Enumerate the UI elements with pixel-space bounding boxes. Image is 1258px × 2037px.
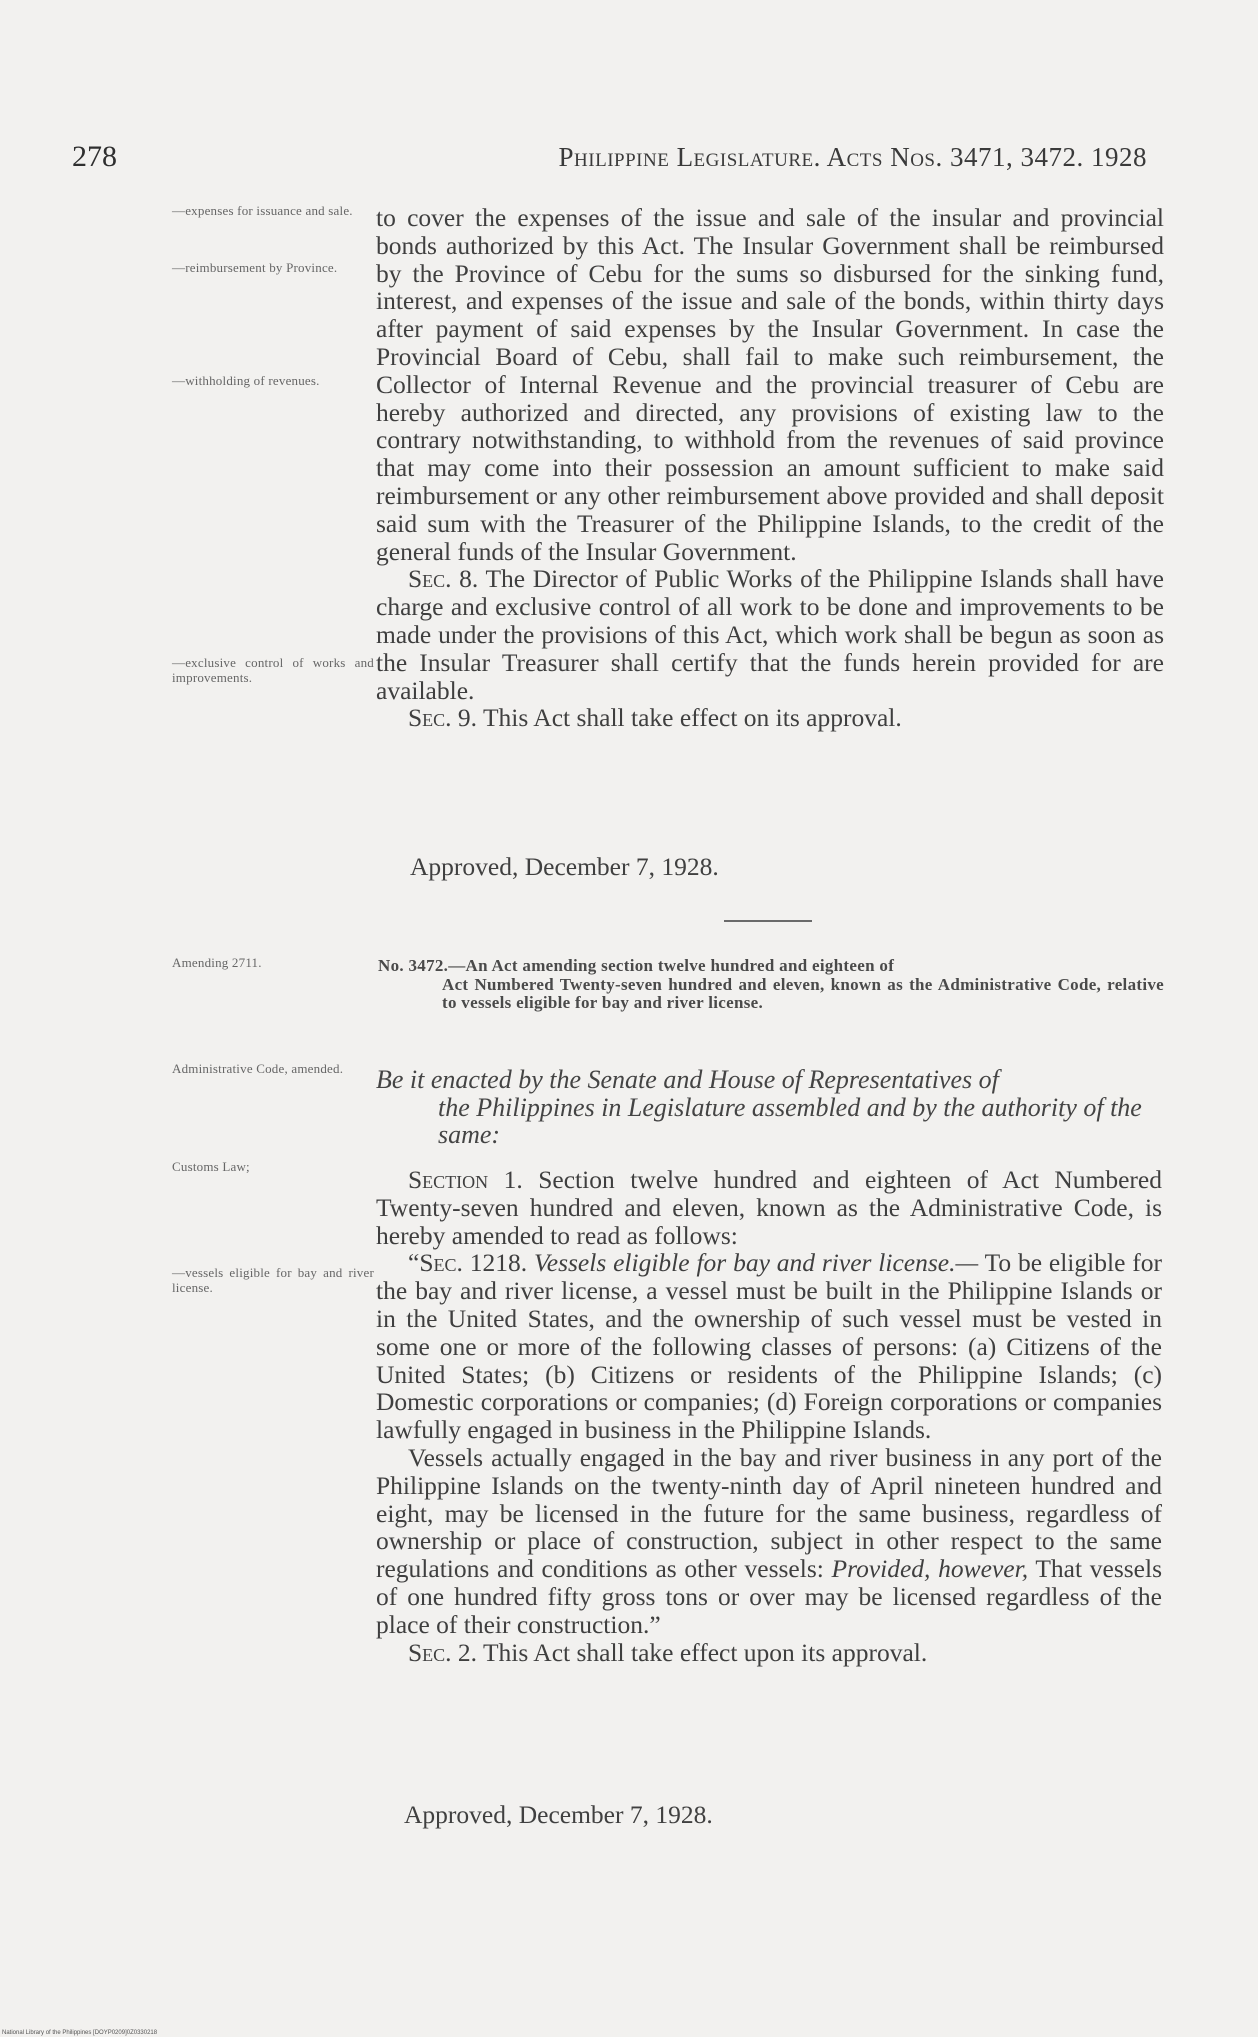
act-3472-text [376,1166,1162,1666]
section-9-label: Sec. 9. [408,703,478,733]
quoted-paragraph-2b: That vessels of one hundred fifty gross tons or over may be licensed regardless of the place of their construction.” [376,1554,1162,1639]
section-1-text: Section twelve hundred and eighteen of Act Numbered Twenty-seven hundred and eleven, known as the Administrative Code, is hereby amended to read as follows: [376,1165,1162,1250]
act-3471-text [376,204,1164,732]
section-8 [376,565,1164,704]
section-8-label: Sec. 8. [408,564,479,594]
margin-note-vessels: —vessels eligible for bay and river license. [172,1265,374,1295]
section-2-text: This Act shall take effect upon its approval. [482,1637,928,1667]
margin-note-exclusive-control: —exclusive control of works and improvements. [172,655,374,685]
margin-note-expenses: —expenses for issuance and sale. [172,203,353,218]
act-title-continuation: Act Numbered Twenty-seven hundred and eleven, known as the Administrative Code, relative to vessels eligible for bay and river license. [442,974,1164,1012]
section-9 [376,704,1164,732]
act-title-line1: No. 3472.—An Act amending section twelve hundred and eighteen of [378,956,895,975]
quoted-section-heading: Vessels eligible for bay and river license.— [534,1248,979,1278]
margin-note-amending: Amending 2711. [172,955,262,970]
quoted-paragraph-2 [376,1444,1162,1639]
margin-note-admin-code: Administrative Code, amended. [172,1061,344,1076]
section-8-text: The Director of Public Works of the Philippine Islands shall have charge and exclusive control of all work to be done and improvements to be made under the provisions of this Act, which work shall be begun as soon as the Insular Treasurer shall certify that the funds herein provided for are available. [376,564,1164,705]
quoted-section-1218 [376,1249,1162,1444]
section-1 [376,1166,1162,1249]
enacting-clause [376,1066,1164,1149]
quoted-section-label: “Sec. 1218. [408,1248,528,1278]
act-separator [724,920,812,922]
section-2-label: Sec. 2. [408,1637,478,1667]
enacting-continuation: the Philippines in Legislature assembled and by the authority of the same: [438,1092,1142,1149]
quoted-paragraph-2a: Vessels actually engaged in the bay and river business in any port of the Philippine Islands on the twenty-ninth day of April nineteen hundred and eight, may be licensed in the future for the same business, regardless of ownership or place of construction, subject in other respect to the same regulations and conditions as other vessels: [376,1442,1162,1584]
page-number: 278 [72,140,117,173]
act-3472-title [378,957,1164,1013]
proviso-label: Provided, however, [831,1554,1029,1584]
section-9-text: This Act shall take effect on its approval. [482,703,902,733]
margin-note-customs-law: Customs Law; [172,1159,250,1174]
approved-date-3472: Approved, December 7, 1928. [404,1800,713,1829]
margin-note-reimbursement: —reimbursement by Province. [172,260,338,275]
scan-footer: National Library of the Philippines [DOYP0209]0Z0330218 [2,2030,158,2036]
page-header [72,140,1147,180]
approved-date-3471: Approved, December 7, 1928. [410,852,719,881]
paragraph-reimbursement: to cover the expenses of the issue and sale of the insular and provincial bonds authorized by this Act. The Insular Government shall be reimbursed by the Province of Cebu for the sums so disbursed for the sinking fund, interest, and expenses of the issue and sale of the bonds, within thirty days after payment of said expenses by the Insular Government. In case the Provincial Board of Cebu, shall fail to make such reimbursement, the Collector of Internal Revenue and the provincial treasurer of Cebu are hereby authorized and directed, any provisions of existing law to the contrary notwithstanding, to withhold from the revenues of said province that may come into their possession an amount sufficient to make said reimbursement or any other reimbursement above provided and shall deposit said sum with the Treasurer of the Philippine Islands, to the credit of the general funds of the Insular Government. [376,203,1164,566]
section-2 [376,1639,1162,1667]
section-1-label: Section 1. [408,1165,523,1194]
running-title: Philippine Legislature. Acts Nos. 3471, 3472. 1928 [558,142,1147,172]
enacting-line1: Be it enacted by the Senate and House of Representatives of [376,1065,999,1094]
margin-note-withholding: —withholding of revenues. [172,373,320,388]
quoted-paragraph-1: To be eligible for the bay and river license, a vessel must be built in the Philippine Islands or in the United States, and the ownership of such vessel must be vested in some one or more of the following classes of persons: (a) Citizens of the United States; (b) Citizens or residents of the Philippine Islands; (c) Domestic corporations or companies; (d) Foreign corporations or companies lawfully engaged in business in the Philippine Islands. [376,1248,1162,1445]
